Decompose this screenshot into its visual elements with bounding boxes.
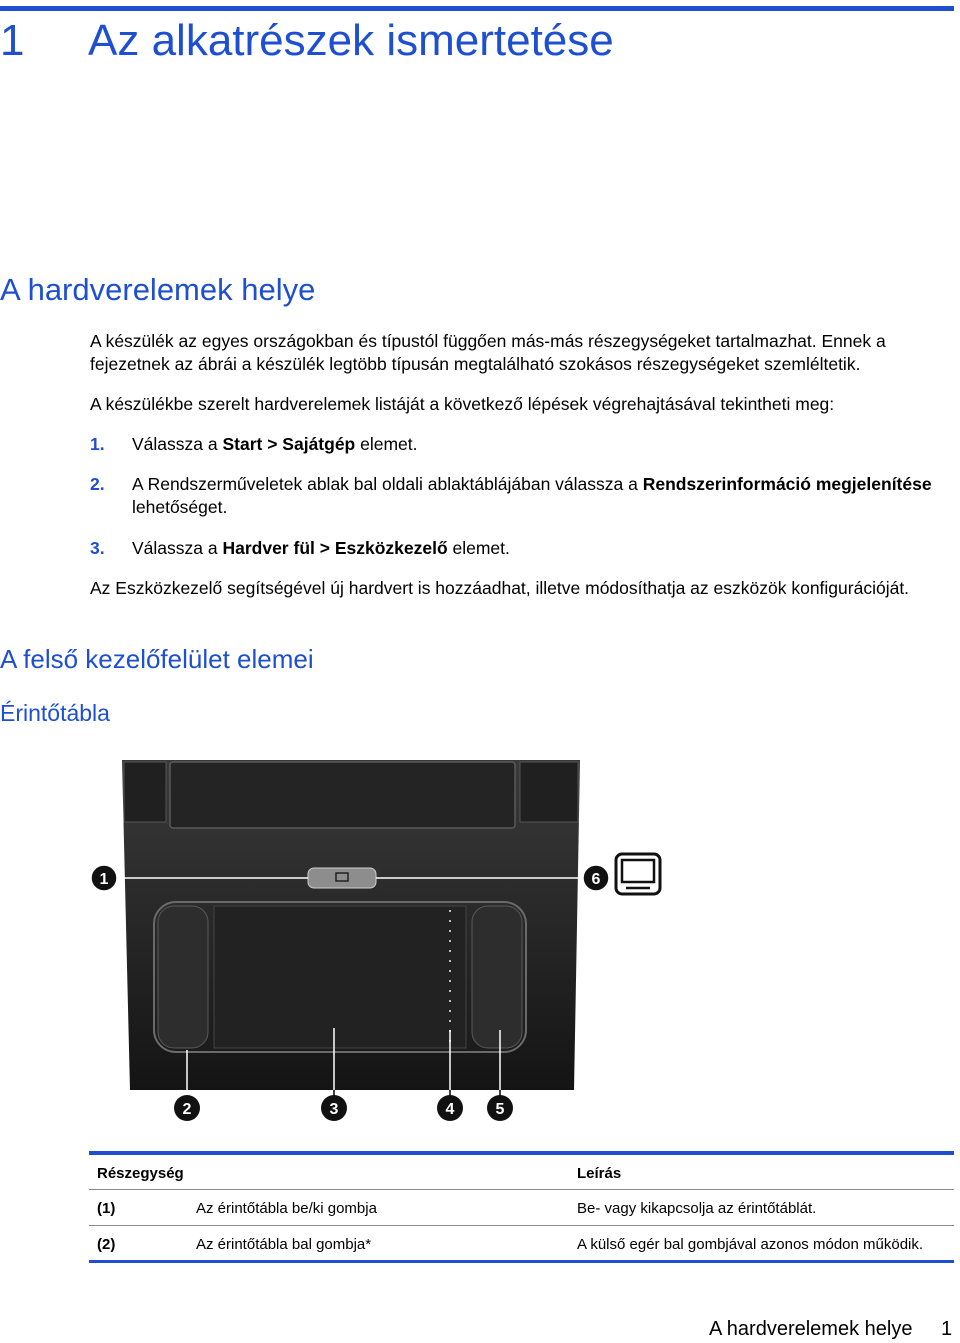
step-number: 1. <box>90 434 105 454</box>
callout-5 <box>487 1095 513 1121</box>
spacebar <box>170 762 515 828</box>
table-row-1-name: Az érintőtábla be/ki gombja <box>196 1200 377 1217</box>
table-bottom-rule <box>89 1260 954 1263</box>
table-header-description: Leírás <box>577 1165 622 1182</box>
table-row-1-desc: Be- vagy kikapcsolja az érintőtáblát. <box>577 1200 817 1217</box>
table-row-1-id: (1) <box>97 1200 116 1217</box>
callout-6 <box>583 865 609 891</box>
touchpad-figure <box>90 750 670 1130</box>
svg-text:5: 5 <box>495 1101 505 1118</box>
svg-text:6: 6 <box>591 871 601 888</box>
table-row-2-id: (2) <box>97 1236 116 1253</box>
svg-text:4: 4 <box>445 1101 455 1118</box>
step-text: Válassza a Start > Sajátgép elemet. <box>132 434 418 454</box>
touchpad-left-button <box>158 906 208 1048</box>
intro-paragraph: A készülék az egyes országokban és típustól függően más-más részegységeket tartalmazhat. Ennek a fejezetnek az ábrái a készülék legtöbb típusán megtalálható szokásos részegységeket szemléltetik. <box>90 331 886 374</box>
step-number: 3. <box>90 538 105 558</box>
outro-paragraph: Az Eszközkezelő segítségével új hardvert is hozzáadhat, illetve módosíthatja az eszközök konfigurációját. <box>90 578 910 598</box>
callout-4 <box>437 1095 463 1121</box>
top-rule <box>0 6 954 11</box>
svg-text:2: 2 <box>182 1101 192 1118</box>
touchpad-surface <box>214 906 466 1048</box>
svg-text:1: 1 <box>99 871 109 888</box>
chapter-number: 1 <box>0 16 25 65</box>
chapter-title: Az alkatrészek ismertetése <box>88 16 614 65</box>
table-top-rule <box>89 1151 954 1155</box>
page-number: 1 <box>941 1318 953 1340</box>
subsection-title: A felső kezelőfelület elemei <box>0 644 314 674</box>
svg-text:3: 3 <box>329 1101 339 1118</box>
table-divider <box>89 1189 954 1190</box>
callout-1 <box>91 865 117 891</box>
step-text: Válassza a Hardver fül > Eszközkezelő elemet. <box>132 538 510 558</box>
step-2 <box>90 473 954 519</box>
chapter-heading <box>0 16 614 66</box>
touchpad-onoff-button <box>308 868 376 888</box>
step-1 <box>90 433 954 456</box>
step-3 <box>90 537 954 560</box>
touchpad-right-button <box>472 906 522 1048</box>
footer-section: A hardverelemek helye <box>709 1318 913 1340</box>
section-title: A hardverelemek helye <box>0 272 316 307</box>
table-header-component: Részegység <box>97 1165 184 1182</box>
key <box>520 762 578 822</box>
subsubsection-title: Érintőtábla <box>0 700 110 726</box>
step-text: A Rendszerműveletek ablak bal oldali ablaktáblájában válassza a Rendszerinformáció megjelenítése lehetőséget. <box>132 474 932 517</box>
step-number: 2. <box>90 474 105 494</box>
table-row-2-desc: A külső egér bal gombjával azonos módon működik. <box>577 1236 924 1253</box>
list-intro-paragraph: A készülékbe szerelt hardverelemek listáját a következő lépések végrehajtásával tekintheti meg: <box>90 394 835 414</box>
table-divider <box>89 1225 954 1226</box>
key <box>124 762 166 822</box>
callout-2 <box>174 1095 200 1121</box>
table-row-2-name: Az érintőtábla bal gombja* <box>196 1236 372 1253</box>
callout-3 <box>321 1095 347 1121</box>
